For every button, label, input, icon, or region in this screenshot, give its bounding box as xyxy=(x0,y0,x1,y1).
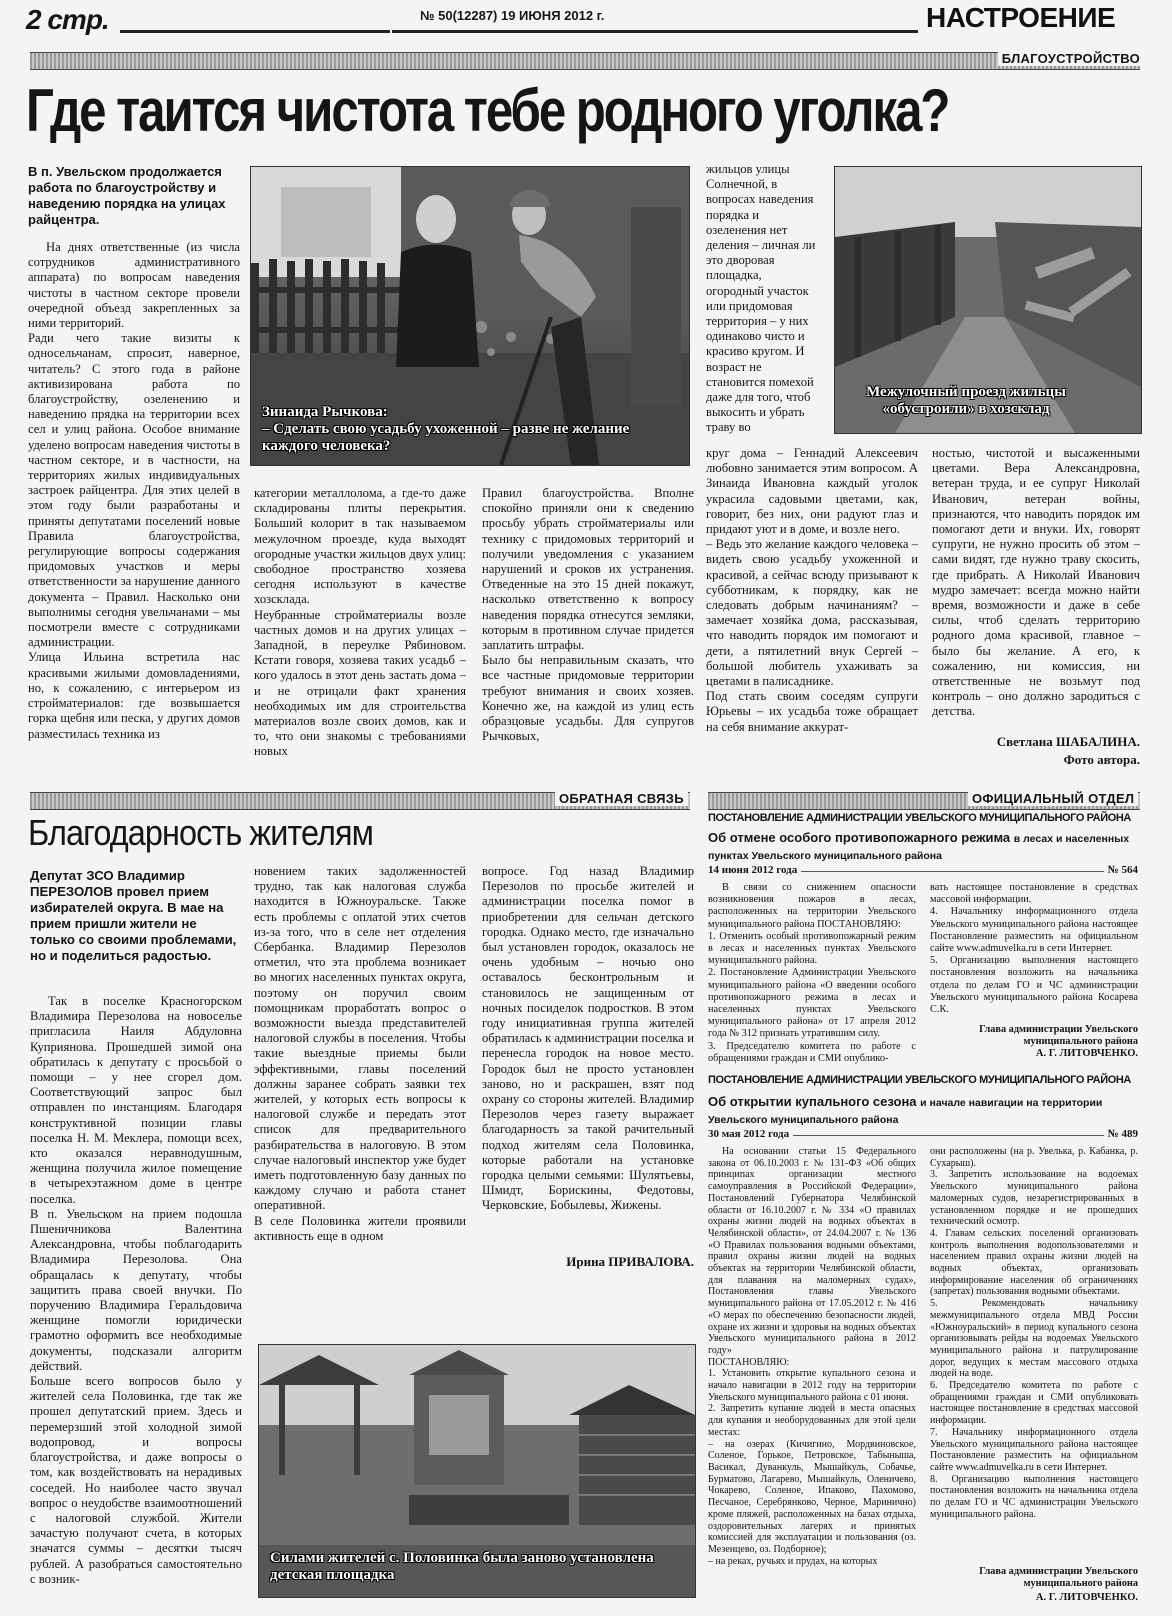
page-number: 2 стр. xyxy=(26,4,109,35)
doc1-number: № 564 xyxy=(1104,864,1138,876)
doc2-date-row xyxy=(708,1128,1138,1142)
doc1-subject-tail: в лесах и населенных пунктах Увельского муниципального района xyxy=(708,833,1130,862)
photo-caption-1: Зинаида Рычкова: – Сделать свою усадьбу ухоженной – разве не желание каждого человека? xyxy=(262,404,630,454)
issue-info: № 50(12287) 19 ИЮНЯ 2012 г. xyxy=(420,8,605,23)
doc2-subject xyxy=(708,1094,1138,1128)
article2-author: Ирина ПРИВАЛОВА. xyxy=(566,1254,694,1269)
article-column-1 xyxy=(28,240,240,768)
column-text: вопросе. Год назад Владимир Перезолов по просьбе жителей и администрации поселка помог в приобретении для сельчан детского городка. Однако место, где изначально был установлен городок, оказалось не очень удобным – ночью оно оставалось бесконтрольным и становилось не защищенным от ночных посиделок подростков. В этом году инициативная группа жителей обратилась к администрации поселка и перенесла городок на новое место. Городок был не просто установлен заново, но и раскрашен, взят под охрану со стороны жителей. Владимир Перезолов через газету выражает благодарность за такой рачительный подход жителям села Половинка, которые работали на установке городка целыми семьями: Шулятьевы, Шмидт, Борискины, Федотовы, Черковские, Бобылевы, Жижены. xyxy=(482,864,694,1213)
article-column-4a xyxy=(706,162,818,444)
article-column-5 xyxy=(932,446,1140,719)
column-text: новением таких задолженностей трудно, так как налоговая служба находится в Южноуральске. Также есть проблемы с оплатой этих счетов из-за того, что в селе нет отделения Сбербанка. Владимир Перезолов отметил, что эта проблема возникает во многих населенных пунктах округа, поэтому он поручил своим помощникам проработать вопрос о возможности выезда представителей налоговой службы в поселения. Чтобы такие выездные приемы были эффективными, главы поселений должны заранее собрать заявки тех жителей, у которых есть вопросы к налоговой службе и передать этот список для предварительного разбирательства в налоговую. В этом случае налоговый инспектор уже будет иметь подготовленную базу данных по каждому случаю и работа станет оперативной. В селе Половинка жители проявили активность еще в одном xyxy=(254,864,466,1243)
article-column-3 xyxy=(482,486,694,768)
doc1-heading: ПОСТАНОВЛЕНИЕ АДМИНИСТРАЦИИ УВЕЛЬСКОГО МУНИЦИПАЛЬНОГО РАЙОНА xyxy=(708,812,1131,824)
article2-column-1 xyxy=(30,994,242,1612)
doc-text: На основании статьи 15 Федерального закона от 06.10.2003 г. № 131-ФЗ «Об общих принципах организации местного самоуправления в Российской Федерации», Постановлений Губернатора Челябинской области от 16.10.2007 г. № 334 «О правилах охраны жизни людей на водных объектах в Челябинской области», от 24.04.2007 г. № 136 «О Правилах пользования водными объектами, правил охраны жизни людей на водных объектах на территории Челябинской области, для плавания на маломерных судах», Постановления главы Увельского муниципального района от 17.05.2012 г. № 416 «О мерах по обеспечению безопасности людей, охране их жизни и здоровья на водных объектах Увельского муниципального района в 2012 году» ПОСТАНОВЛЯЮ: 1. Установить открытие купального сезона и начало навигации в 2012 году на территории Увельского муниципального района с 01 июня. 2. Запретить купание людей в места опасных для купания и необорудованных для этой цели местах: – на озерах (Кичигино, Мордвиновское, Соленое, Горькое, Петровское, Табыныша, Васикал, Дуванкуль, Мышайкуль, Собачье, Бурматово, Лагарево, Мышайкуль, Оленичево, Чокарево, Соленое, Ипаково, Пахомово, Песчаное, Серебрянково, Черное, Маринично) кроме пляжей, расположенных на базах отдыха, оздоровительных лагерях и принятых комиссией для эксплуатации и пользования (оз. Мезенцево, оз. Подборное); – на реках, ручьях и прудах, на которых xyxy=(708,1146,916,1567)
doc2-number: № 489 xyxy=(1104,1128,1138,1140)
doc2-sign-title: Глава администрации Увельского муниципального района xyxy=(979,1566,1138,1589)
doc-text: вать настоящее постановление в средствах массовой информации. 4. Начальнику информационного отдела Увельского муниципального района настоящее Постановление разместить на официальном сайте www.admuvelka.ru в сети Интернет. 5. Организацию выполнения настоящего постановления возложить на начальника отдела по делам ГО и ЧС администрации Увельского муниципального района Косарева С.К. xyxy=(930,882,1138,1016)
doc-text: В связи со снижением опасности возникновения пожаров в лесах, расположенных на территории Увельского муниципального района ПОСТАНОВЛЯЮ: 1. Отменить особый противопожарный режим в лесах и населенных пунктах Увельского муниципального района. 2. Постановление Администрации Увельского муниципального района «О введении особого противопожарного режима в лесах и населенных пунктах Увельского муниципального района» от 17 апреля 2012 года № 312 признать утратившим силу. 3. Председателю комитета по работе с обращениями граждан и СМИ опублико- xyxy=(708,882,916,1064)
header-rule-left xyxy=(120,30,390,33)
doc1-date: 14 июня 2012 года xyxy=(708,864,801,876)
column-text: категории металлолома, а где-то даже складированы плиты перекрытия. Больший колорит в так называемом межулочном проезде, куда выходят огородные участки жильцов двух улиц: свободное пространство хозяева сегодня используют в качестве хозсклада. Неубранные стройматериалы возле частных домов и на других улицах – Западной, в переулке Рябиновом. Кстати говоря, хозяева таких усадьб – кого удалось в этот день застать дома – и не отрицали факт хранения необходимых им для строительства материалов возле своих домов, как и то, что они знакомы с требованиями новых xyxy=(254,486,466,759)
article2-headline: Благодарность жителям xyxy=(28,812,374,853)
doc2-sign-name: А. Г. ЛИТОВЧЕНКО. xyxy=(1035,1592,1138,1603)
doc1-sign-title: Глава администрации Увельского муниципального района xyxy=(979,1024,1138,1047)
photo-credit: Фото автора. xyxy=(1063,752,1140,767)
column-text: круг дома – Геннадий Алексеевич любовно занимается этим вопросом. А Зинаида Ивановна каждый уголок украсила садовыми цветами, как, говорит, без них, они радуют глаз и придают уют и в доме, и возле него. – Ведь это желание каждого человека – видеть свою усадьбу ухоженной и красивой, а сейчас всюду призывают к субботникам, к порядку, как не следовать добрым начинаниям? – замечает хозяйка дома, рассказывая, что наводить порядок им помогают и дети, а пятилетний внук Сергей – большой любитель ухаживать за цветами в палисаднике. Под стать своим соседям супруги Юрьевы – их усадьба тоже обращает на себя внимание аккурат- xyxy=(706,446,918,734)
column-text: На днях ответственные (из числа сотрудников административного аппарата) по вопросам наведения чистоты в частном секторе провели очередной объезд закрепленных за ними территорий. Ради чего такие визиты к односельчанам, спросит, наверное, читатель? С этого года в районе активизирована работа по благоустройству, озеленению и наведению прядка на территории всех сел и улиц района. Особое внимание уделено вопросам наведения чистоты в частном секторе, и в частности, на территориях жилых индивидуальных застроек райцентра. Для этих целей в этом году были разработаны и приняты депутатами поселений новые Правила благоустройства, регулирующие вопросы содержания придомовых участков и меры ответственности за нарушение данного документа – Правил. Насколько они выполнимы сегодня увельчанами – мы посмотрели вместе с сотрудниками администрации. Улица Ильина встретила нас красивыми жилыми домовладениями, но, к сожалению, с интерьером из стройматериалов: где возвышается горка щебня или песка, у других домов разместилась техника из xyxy=(28,240,240,741)
section-title: НАСТРОЕНИЕ xyxy=(926,2,1116,33)
article-column-2 xyxy=(254,486,466,768)
doc1-sign-name: А. Г. ЛИТОВЧЕНКО. xyxy=(1035,1048,1138,1059)
doc1-text-b xyxy=(930,882,1138,1018)
article-column-4b xyxy=(706,446,918,768)
rubric-label-feedback: ОБРАТНАЯ СВЯЗЬ xyxy=(555,791,688,806)
doc2-text-a xyxy=(708,1146,916,1610)
article2-column-2 xyxy=(254,864,466,1274)
doc2-heading: ПОСТАНОВЛЕНИЕ АДМИНИСТРАЦИИ УВЕЛЬСКОГО МУНИЦИПАЛЬНОГО РАЙОНА xyxy=(708,1074,1131,1086)
rubric-label-official: ОФИЦИАЛЬНЫЙ ОТДЕЛ xyxy=(968,791,1138,806)
doc1-subject-main: Об отмене особого противопожарного режима xyxy=(708,830,1011,845)
article-lead: В п. Увельском продолжается работа по благоустройству и наведению порядка на улицах райцентра. xyxy=(28,164,226,227)
doc1-text-a xyxy=(708,882,916,1064)
article2-lead: Депутат ЗСО Владимир ПЕРЕЗОЛОВ провел прием избирателей округа. В мае на прием пришли жители не только со своими проблемами, но и поделиться радостью. xyxy=(30,868,237,963)
photo-caption-3: Силами жителей с. Половинка была заново установлена детская площадка xyxy=(270,1550,654,1583)
doc2-date: 30 мая 2012 года xyxy=(708,1128,793,1140)
doc2-subject-tail: и начале навигации на территории Увельского муниципального района xyxy=(708,1097,1103,1126)
column-text: ностью, чистотой и высаженными цветами. Вера Александровна, ветеран труда, и ее супруг Николай Иванович, ветеран войны, признаются, что наводить порядок им помогают дети и внуки. Их, говорят супруги, не нужно просить об этом – сами видят, где нужно траву скосить, где прибрать. А Николай Иванович мудро замечает: всегда можно найти время, возможности и даже в себе силы, чтоб сделать территорию родного дома красивой, главное – было бы желание. А его, к сожалению, ни комиссия, ни ответственные не возьмут под контроль – оно должно зародиться с детства. xyxy=(932,446,1140,719)
author-byline: Светлана ШАБАЛИНА. xyxy=(996,734,1140,749)
doc1-date-row xyxy=(708,864,1138,878)
headline: Где таится чистота тебе родного уголка? xyxy=(26,77,949,144)
doc2-subject-main: Об открытии купального сезона xyxy=(708,1094,917,1109)
photo-caption-2: Межулочный проезд жильцы «обустроили» в хозсклад xyxy=(866,384,1066,417)
rubric-label: БЛАГОУСТРОЙСТВО xyxy=(998,51,1144,66)
header-rule-right xyxy=(392,30,918,33)
doc-text: они расположены (на р. Увелька, р. Кабанка, р. Сухарыш). 3. Запретить использование на водоемах Увельского муниципального района маломерных судов, незарегистрированных в установленном порядке и не прошедших технический осмотр. 4. Главам сельских поселений организовать контроль выполнения водопользователями и населением правил охраны жизни людей на водных объектах, организовать информирование населения об ограничениях (запретах) пользования водными объектами. 5. Рекомендовать начальнику межмуниципального отдела МВД России «Южноуральский» в период купального сезона организовывать рейды на водоемах Увельского муниципального района и патрулирование дорог, ведущих к местам массового отдыха людей на воде. 6. Председателю комитета по работе с обращениями граждан и СМИ опубликовать настоящее постановление в средствах массовой информации. 7. Начальнику информационного отдела Увельского муниципального района настоящее Постановление разместить на официальном сайте www.admuvelka.ru в сети Интернет. 8. Организацию выполнения настоящего постановления возложить на начальника отдела по делам ГО и ЧС администрации Увельского муниципального района. xyxy=(930,1146,1138,1520)
article2-column-3 xyxy=(482,864,694,1242)
column-text: жильцов улицы Солнечной, в вопросах наведения порядка и озеленения нет деления – личная ли это дворовая площадка, огородный участок или придомовая территория – у них одинаково чисто и красиво кругом. И возраст не становится помехой даже для того, чтоб выкосить и убрать траву во xyxy=(706,162,816,435)
doc1-subject xyxy=(708,830,1138,864)
column-text: Так в поселке Красногорском Владимира Перезолова на новоселье пригласила Наиля Абдуловна Куприянова. Прошедшей зимой она обратилась к депутату с просьбой о помощи – у нее сгорел дом. Соответствующий запрос был отправлен по инстанциям. Благодаря конструктивной позиции главы поселка Н. М. Меклера, помощи всех, кто оказался неравнодушным, женщина получила жилое помещение в четырехэтажном доме в центре поселка. В п. Увельском на прием подошла Пшеничникова Валентина Александровна, чтобы поблагодарить Владимира Перезолова. Она обращалась к депутату, чтобы защитить права своей внучки. По поручению Владимира Геральдовича женщине помогли юридически грамотно оформить все необходимые документы, подсказали алгоритм действий. Больше всего вопросов было у жителей села Половинка, где так же прошел депутатский прием. Здесь и перемерзший этой холодной зимой водопровод, и вопросы благоустройства, и даже вопросы о том, как воздействовать на нерадивых соседей. Но наиболее часто звучал вопрос о неудобстве взаимоотношений с налоговой службой. Жители зачастую получают счета, в которых значатся суммы – десятки тысяч рублей. А разобраться самостоятельно с возник- xyxy=(30,994,242,1586)
column-text: Правил благоустройства. Вполне спокойно приняли они к сведению просьбу убрать стройматериалы или технику с придомовых территорий и получили уведомления с указанием нарушений и сроков их устранения. Отведенные на это 15 дней покажут, насколько ответственно к вопросу наведения порядка отнесутся земляки, которым в противном случае придется заплатить штрафы. Было бы неправильным сказать, что все частные придомовые территории требуют внимания и своих хозяев. Конечно же, на каждой из улиц есть образцовые усадьбы. Для супругов Рычковых, xyxy=(482,486,694,744)
doc2-text-b xyxy=(930,1146,1138,1562)
